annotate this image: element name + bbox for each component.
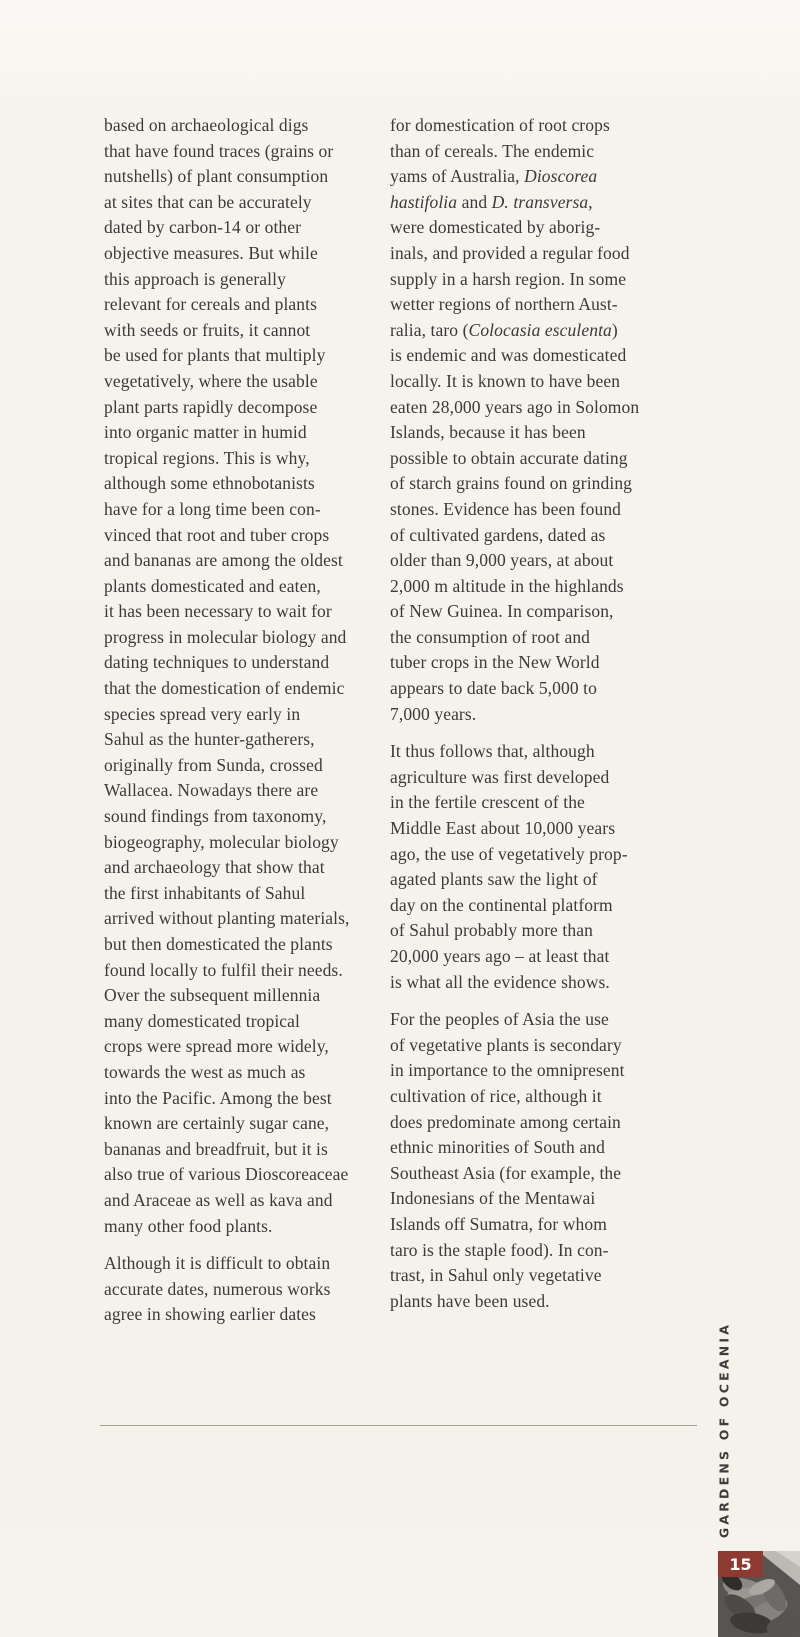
text-line: appears to date back 5,000 to — [390, 678, 597, 699]
text-line: agriculture was first developed — [390, 766, 610, 787]
text-line: Islands, because it has been — [390, 422, 586, 443]
text-line: that have found traces (grains or — [104, 140, 334, 161]
text-line: of vegetative plants is secondary — [390, 1034, 622, 1055]
text-line: dated by carbon-14 or other — [104, 217, 302, 238]
text-line: Although it is difficult to obtain — [104, 1253, 331, 1274]
text-line: be used for plants that multiply — [104, 345, 326, 366]
text-line: Wallacea. Nowadays there are — [104, 780, 319, 801]
text-line: objective measures. But while — [104, 242, 318, 263]
text-line: is endemic and was domesticated — [390, 345, 627, 366]
text-line: this approach is generally — [104, 268, 286, 289]
text-line: and bananas are among the oldest — [104, 550, 343, 571]
paragraph — [390, 1007, 676, 1314]
text-line: although some ethnobotanists — [104, 473, 315, 494]
footer-divider-rule — [100, 1425, 697, 1426]
text-line: of Sahul probably more than — [390, 920, 593, 941]
text-line: 20,000 years ago – at least that — [390, 946, 610, 966]
text-line: progress in molecular biology and — [104, 626, 347, 647]
article-body — [104, 113, 676, 1340]
text-line: wetter regions of northern Aust- — [390, 294, 618, 315]
text-line: in importance to the omnipresent — [390, 1060, 625, 1081]
text-line: ago, the use of vegetatively prop- — [390, 843, 628, 864]
text-line: Sahul as the hunter-gatherers, — [104, 729, 315, 750]
page-number: 15 — [729, 1554, 752, 1574]
page-number-badge — [718, 1551, 763, 1577]
text-line: tropical regions. This is why, — [104, 447, 310, 468]
text-line: based on archaeological digs — [104, 115, 309, 135]
text-line: species spread very early in — [104, 703, 301, 724]
text-line: inals, and provided a regular food — [390, 242, 630, 263]
text-line: hastifolia and D. transversa, — [390, 191, 593, 212]
text-line: 2,000 m altitude in the highlands — [390, 575, 624, 596]
paragraph — [390, 739, 676, 995]
text-line: Islands off Sumatra, for whom — [390, 1213, 607, 1234]
text-line: tuber crops in the New World — [390, 652, 600, 673]
text-line: of New Guinea. In comparison, — [390, 601, 614, 622]
text-line: supply in a harsh region. In some — [390, 268, 627, 289]
text-line: yams of Australia, Dioscorea — [390, 166, 598, 187]
text-line: of cultivated gardens, dated as — [390, 524, 606, 545]
text-line: is what all the evidence shows. — [390, 971, 610, 992]
text-line: vegetatively, where the usable — [104, 370, 318, 391]
paragraph — [390, 113, 676, 727]
text-line: and archaeology that show that — [104, 857, 325, 878]
text-line: eaten 28,000 years ago in Solomon — [390, 396, 640, 417]
text-line: trast, in Sahul only vegetative — [390, 1265, 602, 1286]
text-line: crops were spread more widely, — [104, 1036, 329, 1057]
paragraph — [104, 113, 390, 1239]
text-line: have for a long time been con- — [104, 498, 321, 519]
text-line: in the fertile crescent of the — [390, 792, 585, 813]
text-line: relevant for cereals and plants — [104, 294, 317, 315]
text-line: known are certainly sugar cane, — [104, 1113, 330, 1134]
text-line: also true of various Dioscoreaceae — [104, 1164, 349, 1185]
running-header-label: GARDENS OF OCEANIA — [716, 1321, 732, 1539]
text-line: that the domestication of endemic — [104, 678, 345, 699]
text-line: into organic matter in humid — [104, 422, 307, 443]
text-line: and Araceae as well as kava and — [104, 1189, 333, 1210]
text-line: day on the continental platform — [390, 894, 613, 915]
text-line: found locally to fulfil their needs. — [104, 959, 343, 980]
text-line: For the peoples of Asia the use — [390, 1009, 609, 1030]
text-line: It thus follows that, although — [390, 741, 595, 762]
text-line: Middle East about 10,000 years — [390, 818, 616, 839]
text-line: vinced that root and tuber crops — [104, 524, 330, 545]
text-line: Southeast Asia (for example, the — [390, 1162, 622, 1183]
text-line: possible to obtain accurate dating — [390, 447, 628, 468]
text-line: dating techniques to understand — [104, 652, 330, 673]
text-line: agree in showing earlier dates — [104, 1304, 316, 1325]
text-line: into the Pacific. Among the best — [104, 1087, 332, 1108]
text-line: than of cereals. The endemic — [390, 140, 595, 161]
text-line: stones. Evidence has been found — [390, 498, 622, 519]
text-line: taro is the staple food). In con- — [390, 1239, 609, 1260]
text-line: sound findings from taxonomy, — [104, 806, 327, 827]
text-line: originally from Sunda, crossed — [104, 754, 323, 775]
text-line: arrived without planting materials, — [104, 908, 350, 929]
text-line: does predominate among certain — [390, 1111, 621, 1132]
text-line: many domesticated tropical — [104, 1010, 301, 1031]
text-line: accurate dates, numerous works — [104, 1278, 331, 1299]
text-line: plant parts rapidly decompose — [104, 396, 318, 417]
text-line: ethnic minorities of South and — [390, 1137, 605, 1158]
text-line: biogeography, molecular biology — [104, 831, 339, 852]
paragraph — [104, 1251, 390, 1328]
text-line: for domestication of root crops — [390, 115, 610, 135]
text-line: the first inhabitants of Sahul — [104, 882, 306, 903]
text-line: bananas and breadfruit, but it is — [104, 1138, 328, 1159]
text-line: 7,000 years. — [390, 703, 477, 724]
text-line: Over the subsequent millennia — [104, 985, 321, 1006]
text-line: older than 9,000 years, at about — [390, 550, 614, 571]
text-line: the consumption of root and — [390, 626, 591, 647]
text-line: but then domesticated the plants — [104, 934, 333, 954]
text-line: locally. It is known to have been — [390, 370, 621, 391]
text-line: agated plants saw the light of — [390, 869, 598, 890]
text-line: with seeds or fruits, it cannot — [104, 319, 311, 340]
text-line: plants have been used. — [390, 1290, 550, 1311]
text-column-right — [390, 113, 676, 1340]
text-column-left — [104, 113, 390, 1340]
text-line: it has been necessary to wait for — [104, 601, 332, 622]
text-line: ralia, taro (Colocasia esculenta) — [390, 319, 618, 340]
text-line: Indonesians of the Mentawai — [390, 1188, 596, 1209]
text-line: at sites that can be accurately — [104, 191, 312, 212]
text-line: many other food plants. — [104, 1215, 273, 1236]
text-line: towards the west as much as — [104, 1061, 306, 1082]
text-line: cultivation of rice, although it — [390, 1085, 602, 1106]
text-line: plants domesticated and eaten, — [104, 575, 321, 596]
text-line: nutshells) of plant consumption — [104, 166, 329, 187]
text-line: were domesticated by aborig- — [390, 217, 601, 238]
text-line: of starch grains found on grinding — [390, 473, 633, 494]
